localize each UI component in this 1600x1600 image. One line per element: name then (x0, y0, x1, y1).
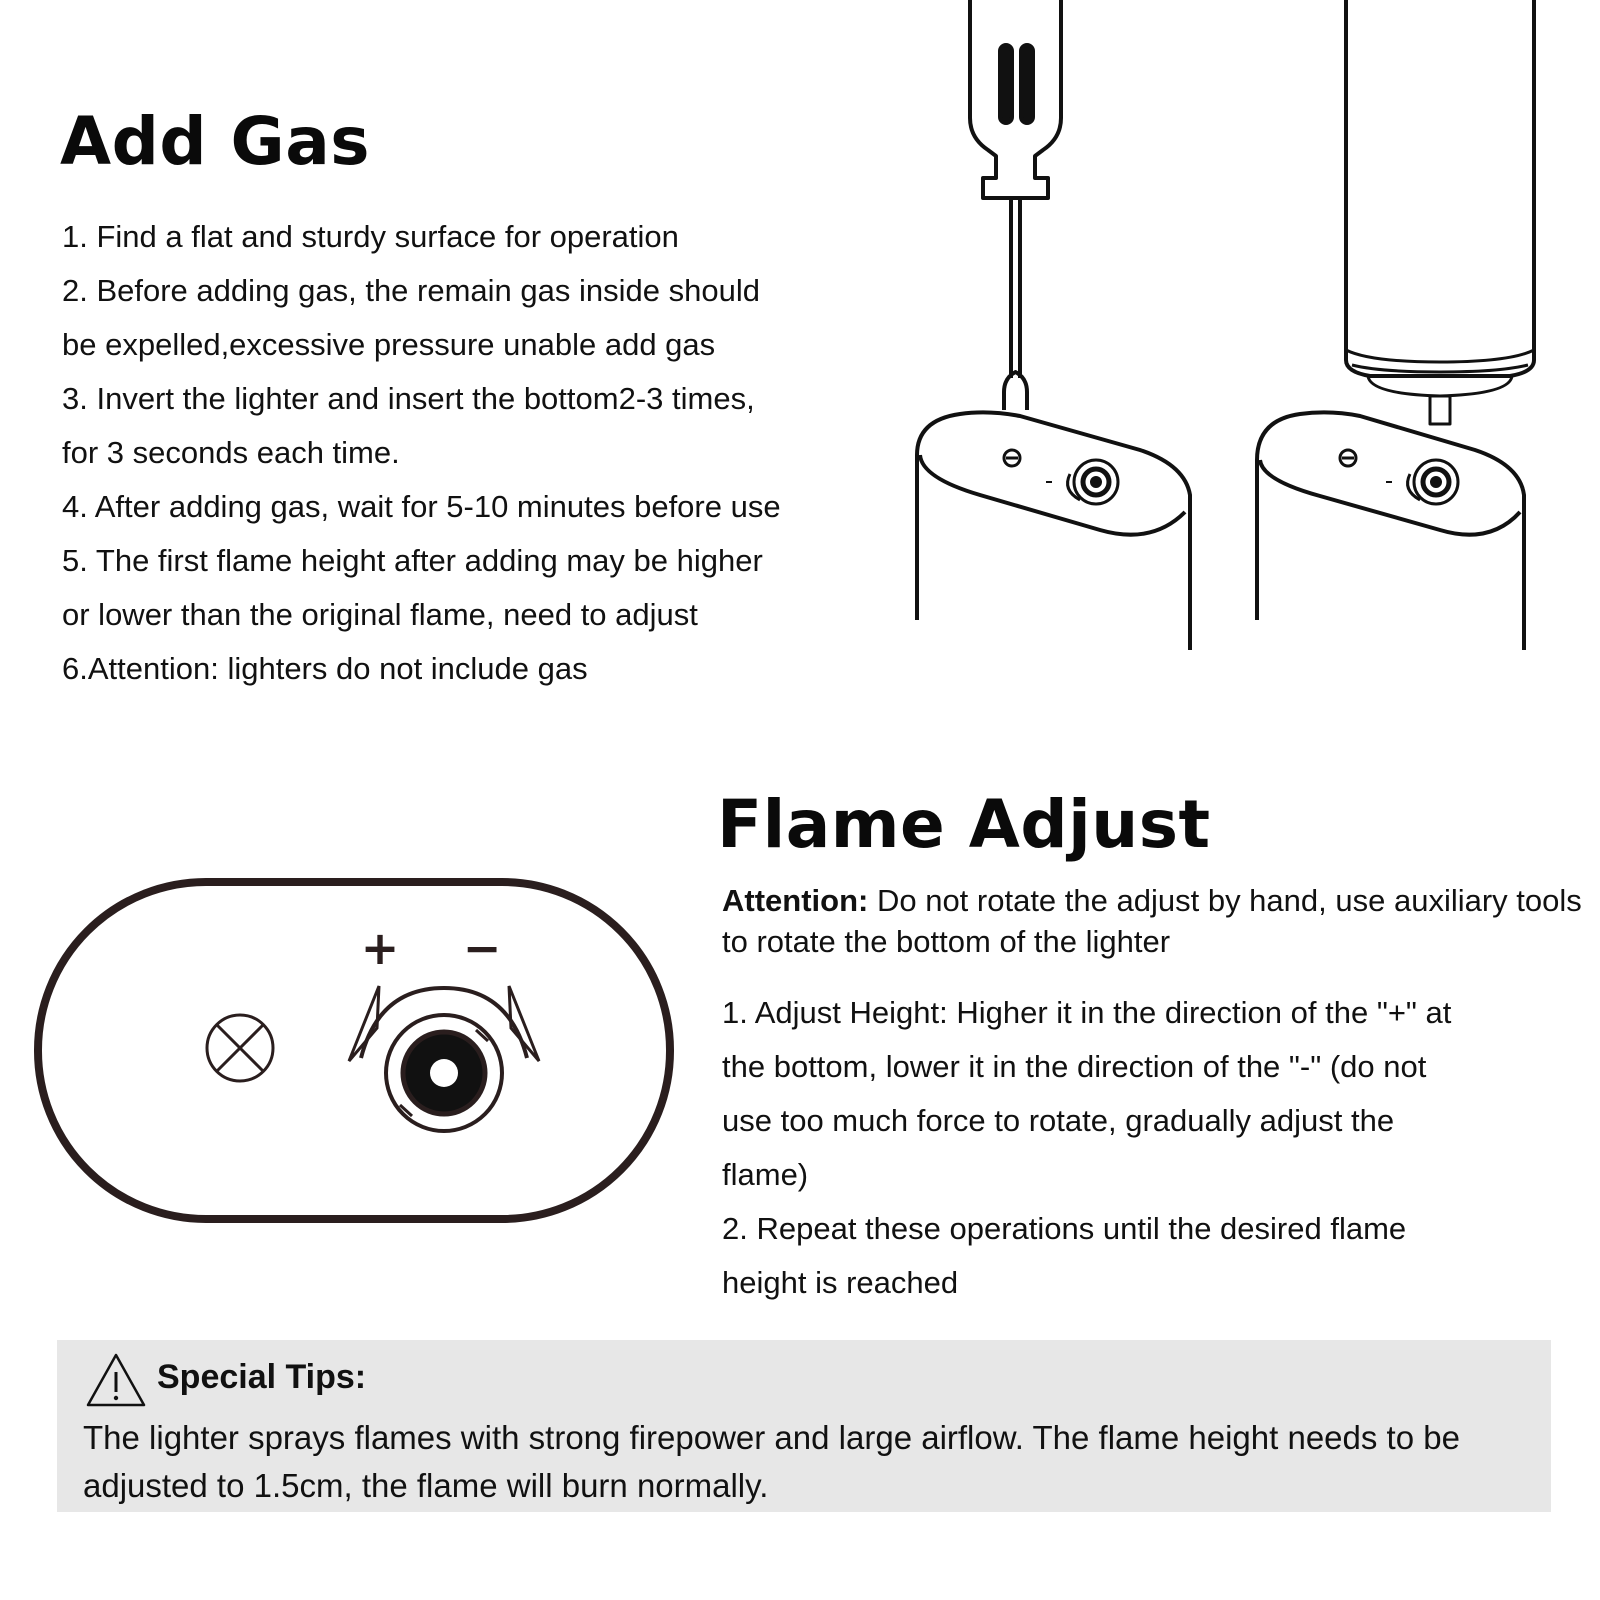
add-gas-illustration (900, 0, 1560, 660)
add-gas-line: for 3 seconds each time. (62, 435, 400, 470)
special-tips-title: Special Tips: (157, 1358, 367, 1396)
add-gas-steps (62, 210, 781, 696)
flame-adjust-line: height is reached (722, 1265, 959, 1300)
lighter-body-left-icon (917, 412, 1190, 650)
screwdriver-icon (970, 0, 1061, 410)
attention-text: Do not rotate the adjust by hand, use auxiliary tools to rotate the bottom of the lighter (722, 883, 1582, 959)
plus-label: + (360, 921, 400, 975)
warning-icon (85, 1352, 147, 1408)
flame-adjust-line: use too much force to rotate, gradually adjust the (722, 1103, 1395, 1138)
screw-icon (207, 1015, 273, 1081)
add-gas-line: 5. The first flame height after adding may be higher (62, 543, 763, 578)
flame-adjust-diagram (34, 878, 674, 1228)
add-gas-line: 6.Attention: lighters do not include gas (62, 651, 588, 686)
attention-note (722, 880, 1582, 962)
flame-adjust-line: flame) (722, 1157, 809, 1192)
add-gas-line: 1. Find a flat and sturdy surface for operation (62, 219, 679, 254)
attention-label: Attention: (722, 883, 869, 918)
special-tips-text: The lighter sprays flames with strong firepower and large airflow. The flame height needs to be adjusted to 1.5cm, the flame will burn normally. (83, 1419, 1460, 1504)
lighter-body-right-icon (1257, 412, 1524, 650)
flame-adjust-line: the bottom, lower it in the direction of the "-" (do not (722, 1049, 1427, 1084)
add-gas-line: or lower than the original flame, need to adjust (62, 597, 698, 632)
add-gas-line: 4. After adding gas, wait for 5-10 minutes before use (62, 489, 781, 524)
special-tips-box (57, 1340, 1551, 1512)
adjust-valve-icon (349, 986, 539, 1131)
flame-adjust-title: Flame Adjust (717, 786, 1211, 863)
add-gas-line: 3. Invert the lighter and insert the bottom2-3 times, (62, 381, 755, 416)
add-gas-line: 2. Before adding gas, the remain gas inside should (62, 273, 760, 308)
add-gas-title: Add Gas (60, 103, 371, 180)
flame-adjust-line: 2. Repeat these operations until the desired flame (722, 1211, 1407, 1246)
flame-adjust-steps (722, 986, 1451, 1310)
add-gas-line: be expelled,excessive pressure unable add gas (62, 327, 716, 362)
gas-canister-icon (1346, 0, 1534, 424)
minus-label: − (462, 921, 502, 975)
flame-adjust-line: 1. Adjust Height: Higher it in the direction of the "+" at (722, 995, 1452, 1030)
